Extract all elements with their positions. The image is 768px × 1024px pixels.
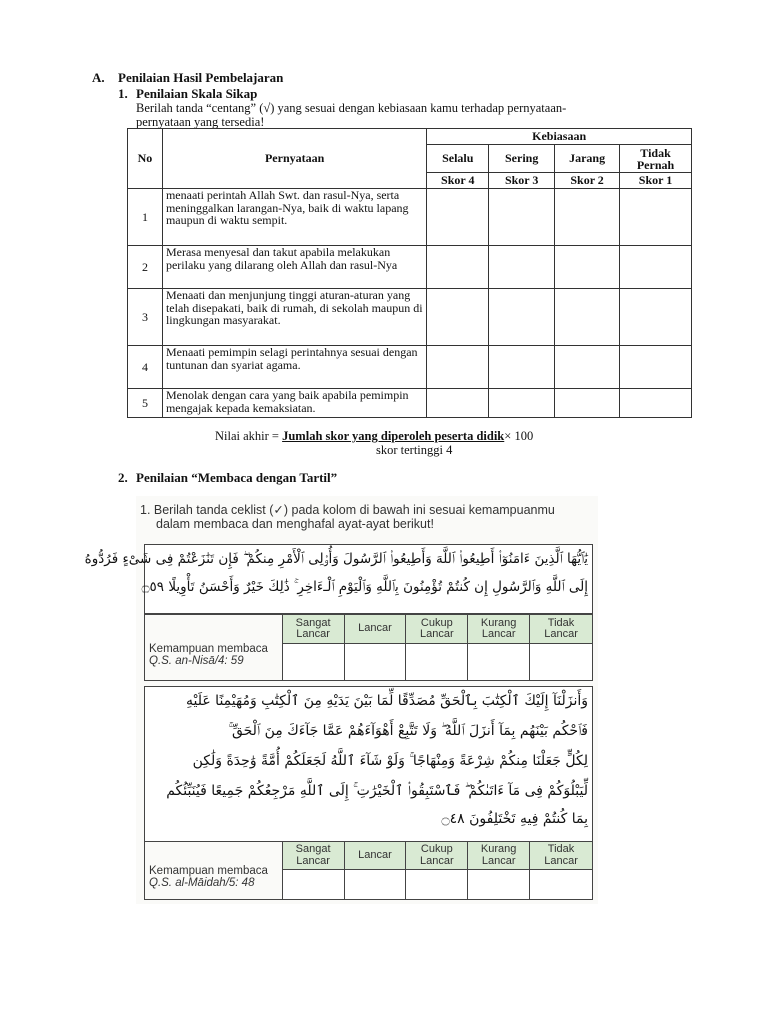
score-header: Skor 4 (427, 173, 489, 189)
tartil-surah-ref: Q.S. al-Māidah/5: 48 (149, 876, 255, 889)
check-cell[interactable] (555, 389, 620, 418)
tartil-assessment-image (84, 496, 598, 904)
formula-prefix: Nilai akhir = (215, 429, 283, 443)
tartil-level-header: Kurang Lancar (468, 842, 530, 870)
section-a-letter: A. (92, 70, 105, 85)
statement-text: Menaati pemimpin selagi perintahnya sesuai dengan tuntunan dan syariat agama. (162, 346, 426, 389)
sikap-instruction-line1: Berilah tanda “centang” (√) yang sesuai dengan kebiasaan kamu terhadap pernyataan- (136, 101, 567, 115)
check-cell[interactable] (620, 246, 692, 289)
statement-text: Menolak dengan cara yang baik apabila pemimpin mengajak kepada kemaksiatan. (162, 389, 426, 418)
formula-numerator: Jumlah skor yang diperoleh peserta didik (282, 429, 505, 443)
ayat-line: وَأَنزَلْنَآ إِلَيْكَ ٱلْكِتَٰبَ بِٱلْحَقِّ مُصَدِّقًا لِّمَا بَيْنَ يَدَيْهِ مِنَ ٱلْكِتَٰبِ وَمُهَيْمِنًا عَلَيْهِ (186, 693, 588, 709)
col-group-header: Kebiasaan (427, 129, 692, 145)
section-a-heading: Penilaian Hasil Pembelajaran (118, 70, 284, 85)
check-cell[interactable] (282, 644, 344, 681)
ayat-box-al-maidah (144, 686, 593, 842)
check-cell[interactable] (489, 189, 555, 246)
tartil-label: Kemampuan membaca (149, 642, 268, 655)
row-number: 3 (128, 289, 163, 346)
check-cell[interactable] (555, 189, 620, 246)
tartil-instruction-line1: 1. Berilah tanda ceklist (✓) pada kolom di bawah ini sesuai kemampuanmu (140, 503, 555, 517)
level-header: Jarang (555, 145, 620, 173)
ayat-line: يَٰٱيُّهَا ٱلَّذِينَ ءَامَنُوٓا۟ أَطِيعُوا۟ ٱللَّهَ وَأَطِيعُوا۟ ٱلرَّسُولَ وَأُو۟لِى ٱلْأَمْرِ مِنكُمْ ۖ فَإِن تَنَٰزَعْتُمْ فِى شَىْءٍ فَرُدُّوهُ (84, 551, 588, 567)
tartil-level-header: Lancar (344, 615, 406, 644)
check-cell[interactable] (620, 346, 692, 389)
check-cell[interactable] (530, 870, 593, 900)
check-cell[interactable] (620, 189, 692, 246)
level-header: Tidak Pernah (620, 145, 692, 173)
row-number: 5 (128, 389, 163, 418)
row-number: 4 (128, 346, 163, 389)
check-cell[interactable] (489, 246, 555, 289)
table-row (128, 389, 692, 418)
tartil-row-label (145, 842, 283, 900)
row-number: 2 (128, 246, 163, 289)
score-header: Skor 1 (620, 173, 692, 189)
statement-text: Merasa menyesal dan takut apabila melakukan perilaku yang dilarang oleh Allah dan rasul-Nya (162, 246, 426, 289)
sub1-title: Penilaian Skala Sikap (136, 86, 258, 101)
tartil-level-header: Tidak Lancar (530, 842, 593, 870)
sikap-table (127, 128, 692, 418)
statement-text: Menaati dan menjunjung tinggi aturan-aturan yang telah disepakati, baik di rumah, di sekolah maupun di lingkungan masyarakat. (162, 289, 426, 346)
table-row (128, 189, 692, 246)
table-row (128, 346, 692, 389)
ayat-line: لِكُلٍّ جَعَلْنَا مِنكُمْ شِرْعَةً وَمِنْهَاجًا ۚ وَلَوْ شَآءَ ٱللَّهُ لَجَعَلَكُمْ أُمَّةً وَٰحِدَةً وَلَٰكِن (192, 753, 588, 769)
check-cell[interactable] (427, 189, 489, 246)
tartil-level-header: Kurang Lancar (468, 615, 530, 644)
check-cell[interactable] (489, 289, 555, 346)
check-cell[interactable] (344, 870, 406, 900)
table-row (128, 289, 692, 346)
check-cell[interactable] (555, 289, 620, 346)
statement-text: menaati perintah Allah Swt. dan rasul-Nya, serta meninggalkan larangan-Nya, baik di waktu lapang maupun di waktu sempit. (162, 189, 426, 246)
check-cell[interactable] (427, 246, 489, 289)
check-cell[interactable] (489, 389, 555, 418)
col-no-header: No (128, 129, 163, 189)
table-row (128, 246, 692, 289)
tartil-level-header: Lancar (344, 842, 406, 870)
tartil-level-header: Cukup Lancar (406, 842, 468, 870)
check-cell[interactable] (427, 346, 489, 389)
row-number: 1 (128, 189, 163, 246)
level-header: Selalu (427, 145, 489, 173)
tartil-level-header: Sangat Lancar (282, 615, 344, 644)
tartil-level-header: Cukup Lancar (406, 615, 468, 644)
tartil-level-header: Sangat Lancar (282, 842, 344, 870)
tartil-surah-ref: Q.S. an-Nisā/4: 59 (149, 654, 244, 667)
check-cell[interactable] (620, 289, 692, 346)
check-cell[interactable] (530, 644, 593, 681)
check-cell[interactable] (620, 389, 692, 418)
ayat-line: إِلَى ٱللَّهِ وَٱلرَّسُولِ إِن كُنتُمْ تُؤْمِنُونَ بِٱللَّهِ وَٱلْيَوْمِ ٱلْـءَاخِرِ ۚ ذَٰلِكَ خَيْرٌ وَأَحْسَنُ تَأْوِيلًا ۝٥٩ (141, 579, 588, 595)
check-cell[interactable] (406, 870, 468, 900)
tartil-table-an-nisa (144, 614, 593, 681)
check-cell[interactable] (282, 870, 344, 900)
score-header: Skor 3 (489, 173, 555, 189)
check-cell[interactable] (555, 246, 620, 289)
check-cell[interactable] (344, 644, 406, 681)
tartil-table-al-maidah (144, 841, 593, 900)
score-header: Skor 2 (555, 173, 620, 189)
formula-denominator: skor tertinggi 4 (376, 443, 453, 457)
level-header: Sering (489, 145, 555, 173)
sub2-number: 2. (118, 470, 128, 485)
check-cell[interactable] (468, 644, 530, 681)
check-cell[interactable] (468, 870, 530, 900)
col-statement-header: Pernyataan (162, 129, 426, 189)
check-cell[interactable] (427, 289, 489, 346)
ayat-line: لِّيَبْلُوَكُمْ فِى مَآ ءَاتَىٰكُمْ ۖ فَٱسْتَبِقُوا۟ ٱلْخَيْرَٰتِ ۚ إِلَى ٱللَّهِ مَرْجِعُكُمْ جَمِيعًا فَيُنَبِّئُكُم (166, 783, 588, 799)
tartil-level-header: Tidak Lancar (530, 615, 593, 644)
sikap-instruction-line2: pernyataan yang tersedia! (136, 115, 265, 129)
ayat-line: فَٱحْكُم بَيْنَهُم بِمَآ أَنزَلَ ٱللَّهُ ۖ وَلَا تَتَّبِعْ أَهْوَآءَهُمْ عَمَّا جَآءَكَ مِنَ ٱلْحَقِّ ۚ (228, 723, 588, 739)
formula-suffix: × 100 (504, 429, 534, 443)
check-cell[interactable] (406, 644, 468, 681)
check-cell[interactable] (555, 346, 620, 389)
final-score-formula (215, 429, 533, 443)
ayat-box-an-nisa (84, 544, 593, 614)
tartil-row-label (145, 615, 283, 681)
tartil-label: Kemampuan membaca (149, 864, 268, 877)
tartil-instruction-line2: dalam membaca dan menghafal ayat-ayat berikut! (156, 517, 434, 531)
ayat-line: بِمَا كُنتُمْ فِيهِ تَخْتَلِفُونَ ۝٤٨ (441, 811, 588, 827)
check-cell[interactable] (427, 389, 489, 418)
sub1-number: 1. (118, 86, 128, 101)
sub2-title: Penilaian “Membaca dengan Tartil” (136, 470, 338, 485)
check-cell[interactable] (489, 346, 555, 389)
